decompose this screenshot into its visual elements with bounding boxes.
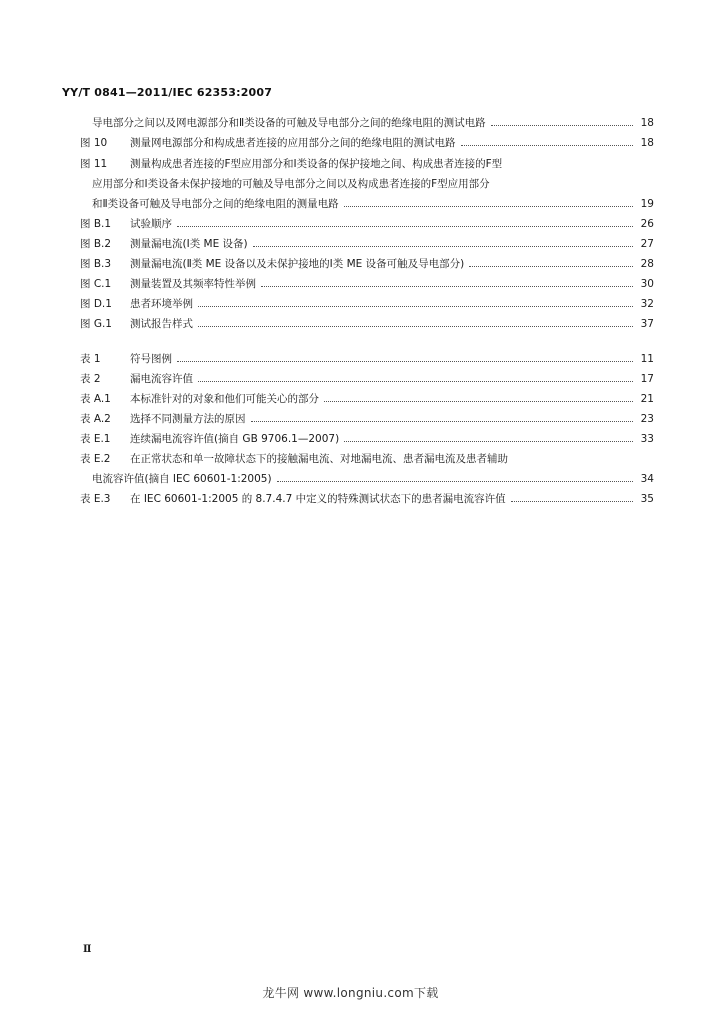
toc-entry bbox=[80, 490, 654, 508]
toc-entry-title: 测量漏电流(Ⅱ类 ME 设备以及未保护接地的Ⅰ类 ME 设备可触及导电部分) bbox=[130, 258, 465, 270]
toc-leader-dots bbox=[198, 381, 633, 382]
toc-entry-page: 28 bbox=[640, 258, 654, 270]
toc-entry bbox=[80, 215, 654, 233]
toc-leader-dots bbox=[253, 246, 633, 247]
toc-entry-label: 图 10 bbox=[80, 137, 108, 149]
toc-entry-label: 图 B.2 bbox=[80, 238, 112, 250]
toc-entry-title: 在 IEC 60601-1:2005 的 8.7.4.7 中定义的特殊测试状态下的患者漏电流容许值 bbox=[130, 493, 506, 505]
toc-entry-title: 患者环境举例 bbox=[130, 298, 193, 310]
toc-entry-page: 33 bbox=[640, 433, 654, 445]
toc-entry-page: 30 bbox=[640, 278, 654, 290]
toc-entry bbox=[80, 134, 654, 152]
toc-entry-page: 34 bbox=[640, 473, 654, 485]
toc-leader-dots bbox=[491, 125, 633, 126]
toc-entry-title: 连续漏电流容许值(摘自 GB 9706.1—2007) bbox=[130, 433, 340, 445]
toc-leader-dots bbox=[261, 286, 633, 287]
toc-entry bbox=[80, 315, 654, 333]
toc-entry-page: 23 bbox=[640, 413, 654, 425]
toc-entry bbox=[80, 410, 654, 428]
toc-leader-dots bbox=[324, 401, 633, 402]
toc-entry-label: 图 G.1 bbox=[80, 318, 112, 330]
toc-entry-label: 图 B.1 bbox=[80, 218, 112, 230]
toc-entry-label: 图 C.1 bbox=[80, 278, 112, 290]
toc-entry-continuation bbox=[92, 195, 654, 213]
toc-entry-label: 表 2 bbox=[80, 373, 101, 385]
toc-entry-title: 和Ⅱ类设备可触及导电部分之间的绝缘电阻的测量电路 bbox=[92, 198, 339, 210]
toc-entry bbox=[92, 114, 654, 132]
toc-entry-title: 符号图例 bbox=[130, 353, 172, 365]
toc-entry-label: 表 A.2 bbox=[80, 413, 111, 425]
toc-entry-title: 在正常状态和单一故障状态下的接触漏电流、对地漏电流、患者漏电流及患者辅助 bbox=[130, 453, 508, 465]
toc-entry-title: 测量装置及其频率特性举例 bbox=[130, 278, 256, 290]
toc-entry-title: 选择不同测量方法的原因 bbox=[130, 413, 246, 425]
toc-entry-page: 19 bbox=[640, 198, 654, 210]
toc-entry-title: 漏电流容许值 bbox=[130, 373, 193, 385]
toc-entry-page: 37 bbox=[640, 318, 654, 330]
toc-entry-label: 表 1 bbox=[80, 353, 101, 365]
toc-entry-title: 测量构成患者连接的F型应用部分和Ⅰ类设备的保护接地之间、构成患者连接的F型 bbox=[130, 158, 503, 170]
toc-entry-page: 18 bbox=[640, 117, 654, 129]
toc-leader-dots bbox=[177, 226, 633, 227]
toc-entry-page: 27 bbox=[640, 238, 654, 250]
toc-entry-page: 21 bbox=[640, 393, 654, 405]
toc-entry-title: 试验顺序 bbox=[130, 218, 172, 230]
toc-entry bbox=[80, 390, 654, 408]
toc-entry-continuation: 应用部分和Ⅰ类设备未保护接地的可触及导电部分之间以及构成患者连接的F型应用部分 bbox=[92, 178, 490, 190]
toc-entry-page: 32 bbox=[640, 298, 654, 310]
toc-entry-continuation bbox=[92, 470, 654, 488]
toc-entry-label: 图 B.3 bbox=[80, 258, 112, 270]
toc-leader-dots bbox=[344, 206, 633, 207]
toc-leader-dots bbox=[461, 145, 634, 146]
toc-entry-label: 表 E.2 bbox=[80, 453, 111, 465]
toc-leader-dots bbox=[177, 361, 633, 362]
toc-entry bbox=[80, 450, 654, 468]
toc-entry bbox=[80, 235, 654, 253]
toc-leader-dots bbox=[198, 326, 633, 327]
toc-entry bbox=[80, 430, 654, 448]
toc-leader-dots bbox=[344, 441, 633, 442]
toc-entry-page: 35 bbox=[640, 493, 654, 505]
toc-leader-dots bbox=[198, 306, 633, 307]
toc-entry-title: 本标准针对的对象和他们可能关心的部分 bbox=[130, 393, 319, 405]
toc-entry bbox=[80, 370, 654, 388]
toc-entry bbox=[80, 275, 654, 293]
toc-entry-title: 测量网电源部分和构成患者连接的应用部分之间的绝缘电阻的测试电路 bbox=[130, 137, 456, 149]
toc-entry-label: 表 E.1 bbox=[80, 433, 111, 445]
toc-entry bbox=[80, 255, 654, 273]
toc-entry-label: 表 A.1 bbox=[80, 393, 111, 405]
toc-entry bbox=[80, 295, 654, 313]
toc-entry-page: 18 bbox=[640, 137, 654, 149]
toc-leader-dots bbox=[277, 481, 633, 482]
toc-entry-label: 表 E.3 bbox=[80, 493, 111, 505]
page-number: Ⅱ bbox=[83, 944, 92, 955]
toc-entry-page: 17 bbox=[640, 373, 654, 385]
toc-leader-dots bbox=[251, 421, 634, 422]
toc-entry-title: 测量漏电流(Ⅰ类 ME 设备) bbox=[130, 238, 248, 250]
toc-entry-page: 11 bbox=[640, 353, 654, 365]
toc-entry bbox=[80, 155, 654, 173]
toc-leader-dots bbox=[511, 501, 633, 502]
toc-entry-label: 图 11 bbox=[80, 158, 108, 170]
toc-entry-title: 电流容许值(摘自 IEC 60601-1:2005) bbox=[92, 473, 272, 485]
toc-entry-title: 导电部分之间以及网电源部分和Ⅱ类设备的可触及导电部分之间的绝缘电阻的测试电路 bbox=[92, 117, 486, 129]
toc-entry-page: 26 bbox=[640, 218, 654, 230]
document-header: YY/T 0841—2011/IEC 62353:2007 bbox=[62, 86, 273, 99]
toc-entry-label: 图 D.1 bbox=[80, 298, 112, 310]
toc-entry-title: 测试报告样式 bbox=[130, 318, 193, 330]
toc-entry bbox=[80, 350, 654, 368]
toc-leader-dots bbox=[469, 266, 633, 267]
download-watermark: 龙牛网 www.longniu.com下载 bbox=[262, 986, 439, 1000]
